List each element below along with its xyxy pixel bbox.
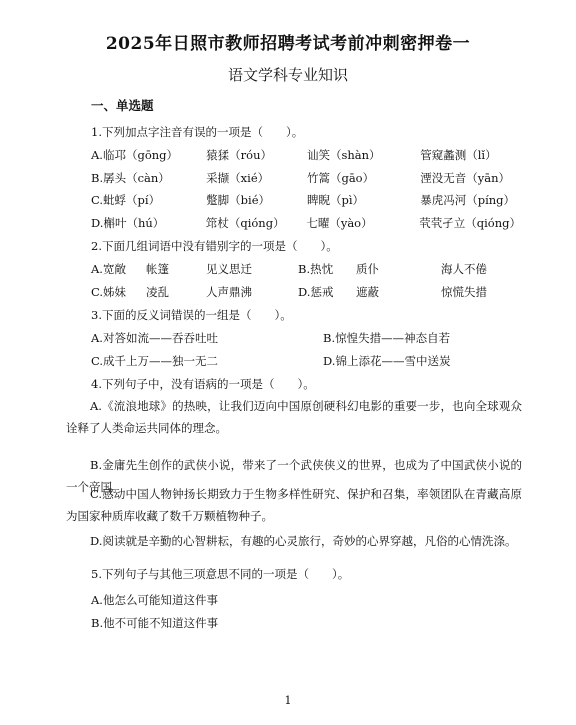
question-1-stem: 1.下列加点字注音有误的一项是（ ）。 [91,125,304,139]
option-cell: A.对答如流——吞吞吐吐 [91,331,218,345]
option-cell: 采撷（xié） [206,171,270,185]
option-cell: A.临邛（gōng） [91,148,179,162]
question-2-stem: 2.下面几组词语中没有错别字的一项是（ ）。 [91,239,338,253]
option-cell: 帐篷 [146,262,169,276]
option-cell: B.热忱 [298,262,334,276]
question-1-row-a [91,147,521,163]
option-cell: 管窥蠡测（lǐ） [420,148,497,162]
question-1-row-c [91,192,521,208]
option-cell: 筇杖（qióng） [205,216,285,230]
question-3-row-1 [91,330,521,346]
option-cell: 见义思迁 [206,262,252,276]
option-cell: D.锦上添花——雪中送炭 [323,354,451,368]
option-cell: A.宽敞 [91,262,126,276]
question-5-option-a: A.他怎么可能知道这件事 [91,593,218,607]
question-3-stem: 3.下面的反义词错误的一组是（ ）。 [91,308,292,322]
section-heading: 一、单选题 [91,98,154,113]
option-cell: 惊慌失措 [441,285,487,299]
option-cell: 七曜（yào） [306,216,373,230]
option-cell: 竹篙（gāo） [306,171,375,185]
option-cell: 凌乱 [146,285,169,299]
option-cell: 讪笑（shàn） [306,148,381,162]
question-5-option-b: B.他不可能不知道这件事 [91,616,219,630]
option-cell: 湮没无音（yān） [420,171,510,185]
page-subtitle: 语文学科专业知识 [227,66,348,84]
option-cell: B.惊惶失措——神态自若 [323,331,451,345]
question-4-option-c: C.感动中国人物钟扬长期致力于生物多样性研究、保护和召集，率领团队在青藏高原为国家种质库收藏了数千万颗植物种子。 [66,487,522,523]
question-1-row-b [91,170,521,186]
question-4-stem: 4.下列句子中，没有语病的一项是（ ）。 [91,377,315,391]
question-2-row-2 [91,284,521,300]
question-1-row-d [91,215,521,231]
option-cell: C.姊妹 [91,285,127,299]
option-cell: C.蚍蜉（pí） [91,193,161,207]
option-cell: 遮蔽 [356,285,379,299]
question-4-option-a: A.《流浪地球》的热映，让我们迈向中国原创硬科幻电影的重要一步，也向全球观众诠释了人类命运共同体的理念。 [66,399,522,435]
option-cell: 睥睨（pì） [306,193,364,207]
option-cell: D.槲叶（hú） [91,216,165,230]
option-cell: 质仆 [356,262,379,276]
option-cell: 猿猱（róu） [206,148,272,162]
question-5-stem: 5.下列句子与其他三项意思不同的一项是（ ）。 [91,567,350,581]
question-4-option-b: B.金庸先生创作的武侠小说，带来了一个武侠侠义的世界，也成为了中国武侠小说的一个帝国。 [66,458,522,494]
option-cell: 茕茕孑立（qióng） [419,216,521,230]
question-4-option-d: D.阅读就是辛勤的心智耕耘，有趣的心灵旅行，奇妙的心界穿越，凡俗的心情洗涤。 [90,534,517,548]
option-cell: 人声鼎沸 [206,285,252,299]
option-cell: D.惩戒 [298,285,334,299]
page-number: 1 [284,694,292,707]
question-3-row-2 [91,353,521,369]
option-cell: 蹩脚（bié） [206,193,271,207]
option-cell: 暴虎冯河（píng） [420,193,516,207]
option-cell: B.孱头（càn） [91,171,170,185]
question-2-row-1 [91,261,521,277]
option-cell: 海人不倦 [441,262,487,276]
option-cell: C.成千上万——独一无二 [91,354,219,368]
page-title: 2025年日照市教师招聘考试考前冲刺密押卷一 [105,34,471,54]
